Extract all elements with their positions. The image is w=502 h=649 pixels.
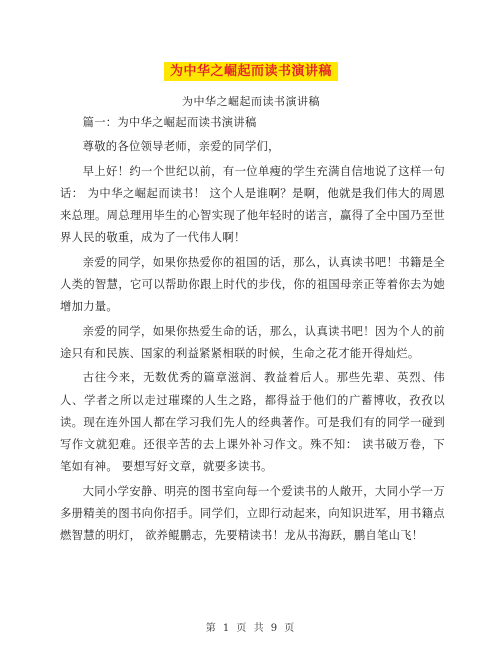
paragraph-intro: 早上好！约一个世纪以前，有一位单瘦的学生充满自信地说了这样一句话： 为中华之崛起而读书！ 这个人是谁啊？是啊，他就是我们伟大的周恩来总理。周总理用毕生的心智实现了他年轻时的诺言，赢得了全中国乃至世界人民的敬重，成为了一代伟人啊！ <box>60 164 445 245</box>
paragraph-library: 大同小学安静、明亮的图书室向每一个爱读书的人敞开，大同小学一万多册精美的图书向你招手。同学们，立即行动起来，向知识进军，用书籍点燃智慧的明灯， 欲养鲲鹏志，先要精读书！龙从书海跃，鹏自笔山飞！ <box>60 484 445 543</box>
paragraph-greeting: 尊敬的各位领导老师，亲爱的同学们， <box>82 140 280 154</box>
paragraph-heading: 篇一：为中华之崛起而读书演讲稿 <box>82 116 257 129</box>
banner-container <box>0 60 502 81</box>
paragraph-motherland: 亲爱的同学，如果你热爱你的祖国的话，那么，认真读书吧！书籍是全人类的智慧，它可以帮助你跟上时代的步伐，你的祖国母亲正等着你去为她增加力量。 <box>60 255 445 314</box>
page-number-footer: 第 1 页 共 9 页 <box>205 623 297 634</box>
document-subtitle: 为中华之崛起而读书演讲稿 <box>182 95 320 108</box>
paragraph-history: 古往今来，无数优秀的篇章滋润、教益着后人。那些先辈、英烈、伟人、学者之所以走过璀璨的人生之路，都得益于他们的广蓄博收，孜孜以读。现在连外国人都在学习我们先人的经典著作。可是我们有的同学一碰到写作文就犯难。还很辛苦的去上课外补习作文。殊不知： 读书破万卷，下笔如有神。 要想写好文章，就要多读书。 <box>60 371 445 474</box>
paragraph-life: 亲爱的同学，如果你热爱生命的话，那么，认真读书吧！因为个人的前途只有和民族、国家的利益紧紧相联的时候，生命之花才能开得灿烂。 <box>60 324 445 360</box>
highlighted-title: 为中华之崛起而读书演讲稿 <box>164 62 338 81</box>
document-body <box>60 112 445 550</box>
